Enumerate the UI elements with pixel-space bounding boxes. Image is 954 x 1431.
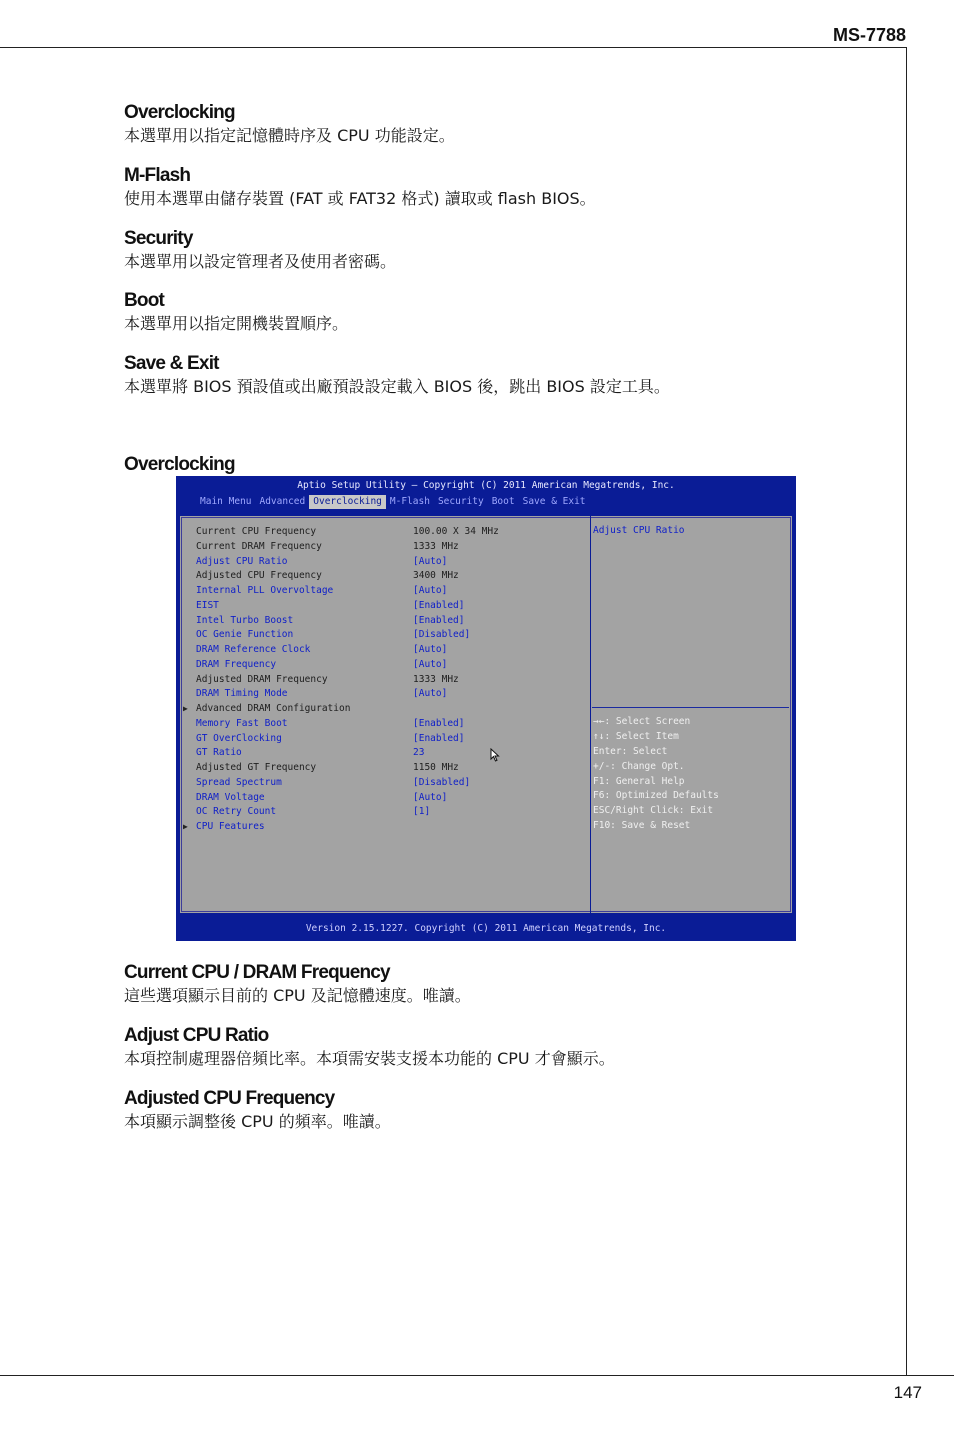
bios-title: Aptio Setup Utility – Copyright (C) 2011 American Megatrends, Inc. xyxy=(297,480,675,491)
bios-setting-row[interactable] xyxy=(180,555,590,569)
section-title: Save & Exit xyxy=(124,353,219,374)
bios-version: Version 2.15.1227. Copyright (C) 2011 American Megatrends, Inc. xyxy=(305,923,667,934)
bios-setting-value: [Auto] xyxy=(413,688,448,700)
bios-setting-label: GT OverClocking xyxy=(196,732,282,744)
bios-help-title: Adjust CPU Ratio xyxy=(593,525,685,536)
submenu-arrow-icon: ▶ xyxy=(183,822,188,831)
bios-key-hint: F1: General Help xyxy=(593,776,685,787)
bios-setting-label: Intel Turbo Boost xyxy=(196,614,294,626)
bios-setting-value: [Auto] xyxy=(413,555,448,567)
bios-key-hint: →←: Select Screen xyxy=(593,716,691,727)
bios-setting-label: OC Genie Function xyxy=(196,629,294,641)
section-text: 本選單用以指定開機裝置順序。 xyxy=(124,314,349,333)
bios-setting-value: [1] xyxy=(413,806,431,818)
submenu-arrow-icon: ▶ xyxy=(183,704,188,713)
section-text: 本項控制處理器倍頻比率。本項需安裝支援本功能的 CPU 才會顯示。 xyxy=(124,1049,615,1068)
section-text: 使用本選單由儲存裝置 (FAT 或 FAT32 格式) 讀取或 flash BIOS。 xyxy=(124,189,596,208)
section-security xyxy=(124,228,864,274)
bios-setting-value: 3400 MHz xyxy=(413,570,459,582)
bios-setting-row[interactable] xyxy=(180,599,590,613)
bios-setting-row[interactable] xyxy=(180,643,590,657)
section-overclocking xyxy=(124,102,864,148)
screenshot-heading xyxy=(124,454,864,476)
bios-setting-row[interactable] xyxy=(180,673,590,687)
bios-setting-value: 1150 MHz xyxy=(413,762,459,773)
bios-setting-row[interactable] xyxy=(180,525,590,539)
bios-key-hint: +/-: Change Opt. xyxy=(593,761,685,772)
section-text: 本選單用以指定記憶體時序及 CPU 功能設定。 xyxy=(124,126,455,145)
bios-setting-value: [Enabled] xyxy=(413,599,465,611)
section-save-exit xyxy=(124,353,864,399)
model-number: MS-7788 xyxy=(832,25,906,45)
bios-setting-row[interactable] xyxy=(180,628,590,642)
section-title: Overclocking xyxy=(124,102,235,123)
section-adjust-cpu-ratio xyxy=(124,1025,864,1071)
bios-key-hint: ESC/Right Click: Exit xyxy=(593,805,714,816)
section-current-cpu-dram-frequency xyxy=(124,962,864,1008)
tab-main-menu[interactable]: Main Menu xyxy=(200,496,252,507)
tab-overclocking[interactable]: Overclocking xyxy=(309,495,386,509)
bios-setting-label: DRAM Reference Clock xyxy=(196,644,311,655)
bios-setting-label: Current CPU Frequency xyxy=(196,526,317,537)
bios-setting-row[interactable] xyxy=(180,540,590,554)
bios-settings-panel xyxy=(178,514,794,915)
bios-setting-value: [Disabled] xyxy=(413,629,471,641)
bios-setting-value: 1333 MHz xyxy=(413,540,459,552)
bios-setting-label: DRAM Timing Mode xyxy=(196,688,288,700)
bios-setting-label: DRAM Frequency xyxy=(196,658,277,670)
bios-setting-value: [Auto] xyxy=(413,791,448,803)
bios-setting-label: CPU Features xyxy=(196,821,265,832)
bios-help-separator xyxy=(592,707,789,708)
tab-security[interactable]: Security xyxy=(437,496,484,507)
bios-setting-label: Adjust CPU Ratio xyxy=(196,555,288,567)
bios-screenshot xyxy=(176,476,796,941)
bios-setting-label: Adjusted GT Frequency xyxy=(196,762,317,773)
bios-key-hint: Enter: Select xyxy=(593,746,668,757)
bios-setting-label: Advanced DRAM Configuration xyxy=(196,703,351,714)
tab-boot[interactable]: Boot xyxy=(491,496,515,507)
bios-setting-row[interactable] xyxy=(180,584,590,598)
bios-setting-label: EIST xyxy=(196,599,219,611)
bios-setting-value: [Auto] xyxy=(413,585,448,596)
section-title: Adjust CPU Ratio xyxy=(124,1025,269,1046)
bios-setting-row[interactable] xyxy=(180,805,590,819)
bios-setting-row[interactable] xyxy=(180,614,590,628)
section-title: M-Flash xyxy=(124,165,191,186)
bios-setting-row[interactable] xyxy=(180,569,590,583)
bios-setting-label: DRAM Voltage xyxy=(196,791,265,803)
bios-setting-row[interactable] xyxy=(180,658,590,672)
section-text: 本選單用以設定管理者及使用者密碼。 xyxy=(124,252,397,271)
bios-setting-value: [Enabled] xyxy=(413,717,465,729)
section-title: Adjusted CPU Frequency xyxy=(124,1088,335,1109)
mouse-cursor-icon xyxy=(490,748,500,762)
bios-setting-row[interactable] xyxy=(180,717,590,731)
tab-save-exit[interactable]: Save & Exit xyxy=(522,496,586,507)
section-text: 這些選項顯示目前的 CPU 及記憶體速度。唯讀。 xyxy=(124,986,471,1005)
bios-setting-row[interactable] xyxy=(180,746,590,760)
section-title: Boot xyxy=(124,290,165,311)
section-adjusted-cpu-frequency xyxy=(124,1088,864,1134)
bios-setting-label: Internal PLL Overvoltage xyxy=(196,585,334,596)
section-text: 本選單將 BIOS 預設值或出廠預設設定載入 BIOS 後，跳出 BIOS 設定工具。 xyxy=(124,377,670,396)
bios-setting-row[interactable] xyxy=(180,776,590,790)
bios-key-hint: F6: Optimized Defaults xyxy=(593,790,719,801)
bios-setting-value: [Auto] xyxy=(413,658,448,670)
footer-rule xyxy=(0,1375,954,1376)
header-rule xyxy=(0,47,907,48)
section-boot xyxy=(124,290,864,336)
screenshot-title: Overclocking xyxy=(124,454,235,475)
bios-setting-row[interactable] xyxy=(180,820,590,834)
bios-setting-row[interactable] xyxy=(180,732,590,746)
bios-setting-value: [Enabled] xyxy=(413,732,465,744)
bios-setting-label: Memory Fast Boot xyxy=(196,717,288,729)
section-title: Current CPU / DRAM Frequency xyxy=(124,962,390,983)
right-margin-rule xyxy=(906,47,907,1375)
bios-key-hint: ↑↓: Select Item xyxy=(593,731,679,742)
page-number: 147 xyxy=(893,1383,922,1402)
bios-setting-label: Adjusted CPU Frequency xyxy=(196,570,322,582)
bios-setting-value: 1333 MHz xyxy=(413,673,459,685)
bios-setting-row[interactable] xyxy=(180,791,590,805)
bios-setting-row[interactable] xyxy=(180,687,590,701)
bios-setting-value: 100.00 X 34 MHz xyxy=(413,526,499,537)
section-m-flash xyxy=(124,165,864,211)
bios-setting-value: 23 xyxy=(413,747,425,759)
bios-setting-value: [Auto] xyxy=(413,644,448,655)
bios-setting-label: GT Ratio xyxy=(196,747,242,759)
bios-setting-value: [Enabled] xyxy=(413,614,465,626)
bios-column-divider xyxy=(590,516,591,913)
bios-setting-label: Spread Spectrum xyxy=(196,776,282,788)
bios-setting-row[interactable] xyxy=(180,702,590,716)
bios-key-hint: F10: Save & Reset xyxy=(593,820,691,831)
bios-setting-value: [Disabled] xyxy=(413,776,471,788)
bios-setting-label: Current DRAM Frequency xyxy=(196,540,322,552)
bios-tab-bar xyxy=(196,495,590,509)
bios-setting-label: Adjusted DRAM Frequency xyxy=(196,673,328,685)
tab-advanced[interactable]: Advanced xyxy=(259,496,306,507)
bios-setting-label: OC Retry Count xyxy=(196,806,277,818)
bios-setting-row[interactable] xyxy=(180,761,590,775)
section-text: 本項顯示調整後 CPU 的頻率。唯讀。 xyxy=(124,1112,391,1131)
tab-m-flash[interactable]: M-Flash xyxy=(389,496,430,507)
section-title: Security xyxy=(124,228,193,249)
